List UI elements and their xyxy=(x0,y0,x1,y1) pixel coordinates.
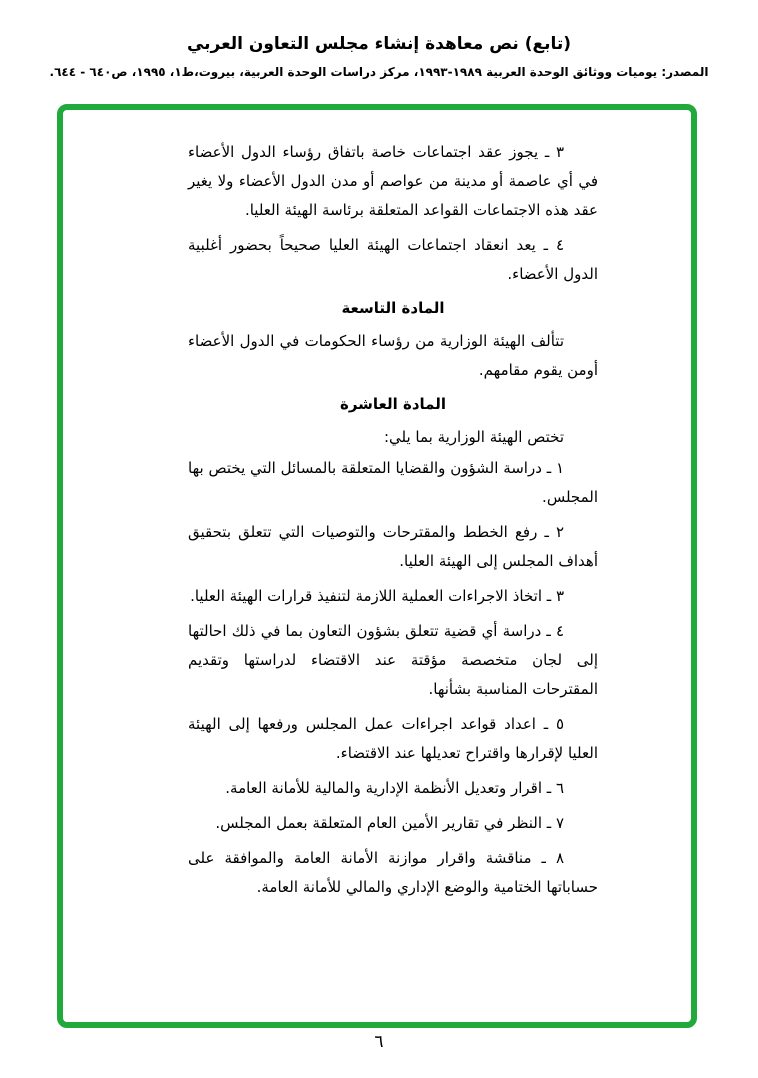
article-10-item-3: ٣ ـ اتخاذ الاجراءات العملية اللازمة لتنفيذ قرارات الهيئة العليا. xyxy=(190,587,564,605)
article-9-heading: المادة التاسعة xyxy=(341,299,445,317)
page-number: ٦ xyxy=(374,1032,384,1052)
article-9-text: تتألف الهيئة الوزارية من رؤساء الحكومات في الدول الأعضاء أومن يقوم مقامهم. xyxy=(188,332,598,379)
article-10-item-8: ٨ ـ مناقشة واقرار موازنة الأمانة العامة والموافقة على حساباتها الختامية والوضع الإداري والمالي للأمانة العامة. xyxy=(188,849,598,896)
article-10-intro: تختص الهيئة الوزارية بما يلي: xyxy=(383,428,564,446)
document-source-line: المصدر: يوميات ووثائق الوحدة العربية ١٩٨٩-١٩٩٣، مركز دراسات الوحدة العربية، بيروت،ط١، ١٩٩٥، ص٦٤٠ - ٦٤٤. xyxy=(49,65,709,79)
document-body xyxy=(188,138,598,908)
article-10-item-2: ٢ ـ رفع الخطط والمقترحات والتوصيات التي تتعلق بتحقيق أهداف المجلس إلى الهيئة العليا. xyxy=(188,523,598,570)
article-10-item-4: ٤ ـ دراسة أي قضية تتعلق بشؤون التعاون بما في ذلك احالتها إلى لجان متخصصة مؤقتة عند الاقتضاء لدراستها وتقديم المقترحات المناسبة بشأنها. xyxy=(188,622,598,698)
clause-4-quorum: ٤ ـ يعد انعقاد اجتماعات الهيئة العليا صحيحاً بحضور أغلبية الدول الأعضاء. xyxy=(188,236,598,283)
article-10-item-1: ١ ـ دراسة الشؤون والقضايا المتعلقة بالمسائل التي يختص بها المجلس. xyxy=(188,459,598,506)
page-header xyxy=(0,34,758,79)
article-10-item-5: ٥ ـ اعداد قواعد اجراءات عمل المجلس ورفعها إلى الهيئة العليا لإقرارها واقتراح تعديلها عند الاقتضاء. xyxy=(188,715,598,762)
clause-3-special-meetings: ٣ ـ يجوز عقد اجتماعات خاصة باتفاق رؤساء الدول الأعضاء في أي عاصمة أو مدينة من عواصم أو مدن الدول الأعضاء ولا يغير عقد هذه الاجتماعات القواعد المتعلقة برئاسة الهيئة العليا. xyxy=(188,143,598,219)
document-title: (تابع) نص معاهدة إنشاء مجلس التعاون العربي xyxy=(186,34,572,54)
article-10-heading: المادة العاشرة xyxy=(339,395,447,413)
article-10-item-7: ٧ ـ النظر في تقارير الأمين العام المتعلقة بعمل المجلس. xyxy=(215,814,564,832)
article-10-item-6: ٦ ـ اقرار وتعديل الأنظمة الإدارية والمالية للأمانة العامة. xyxy=(225,779,564,797)
